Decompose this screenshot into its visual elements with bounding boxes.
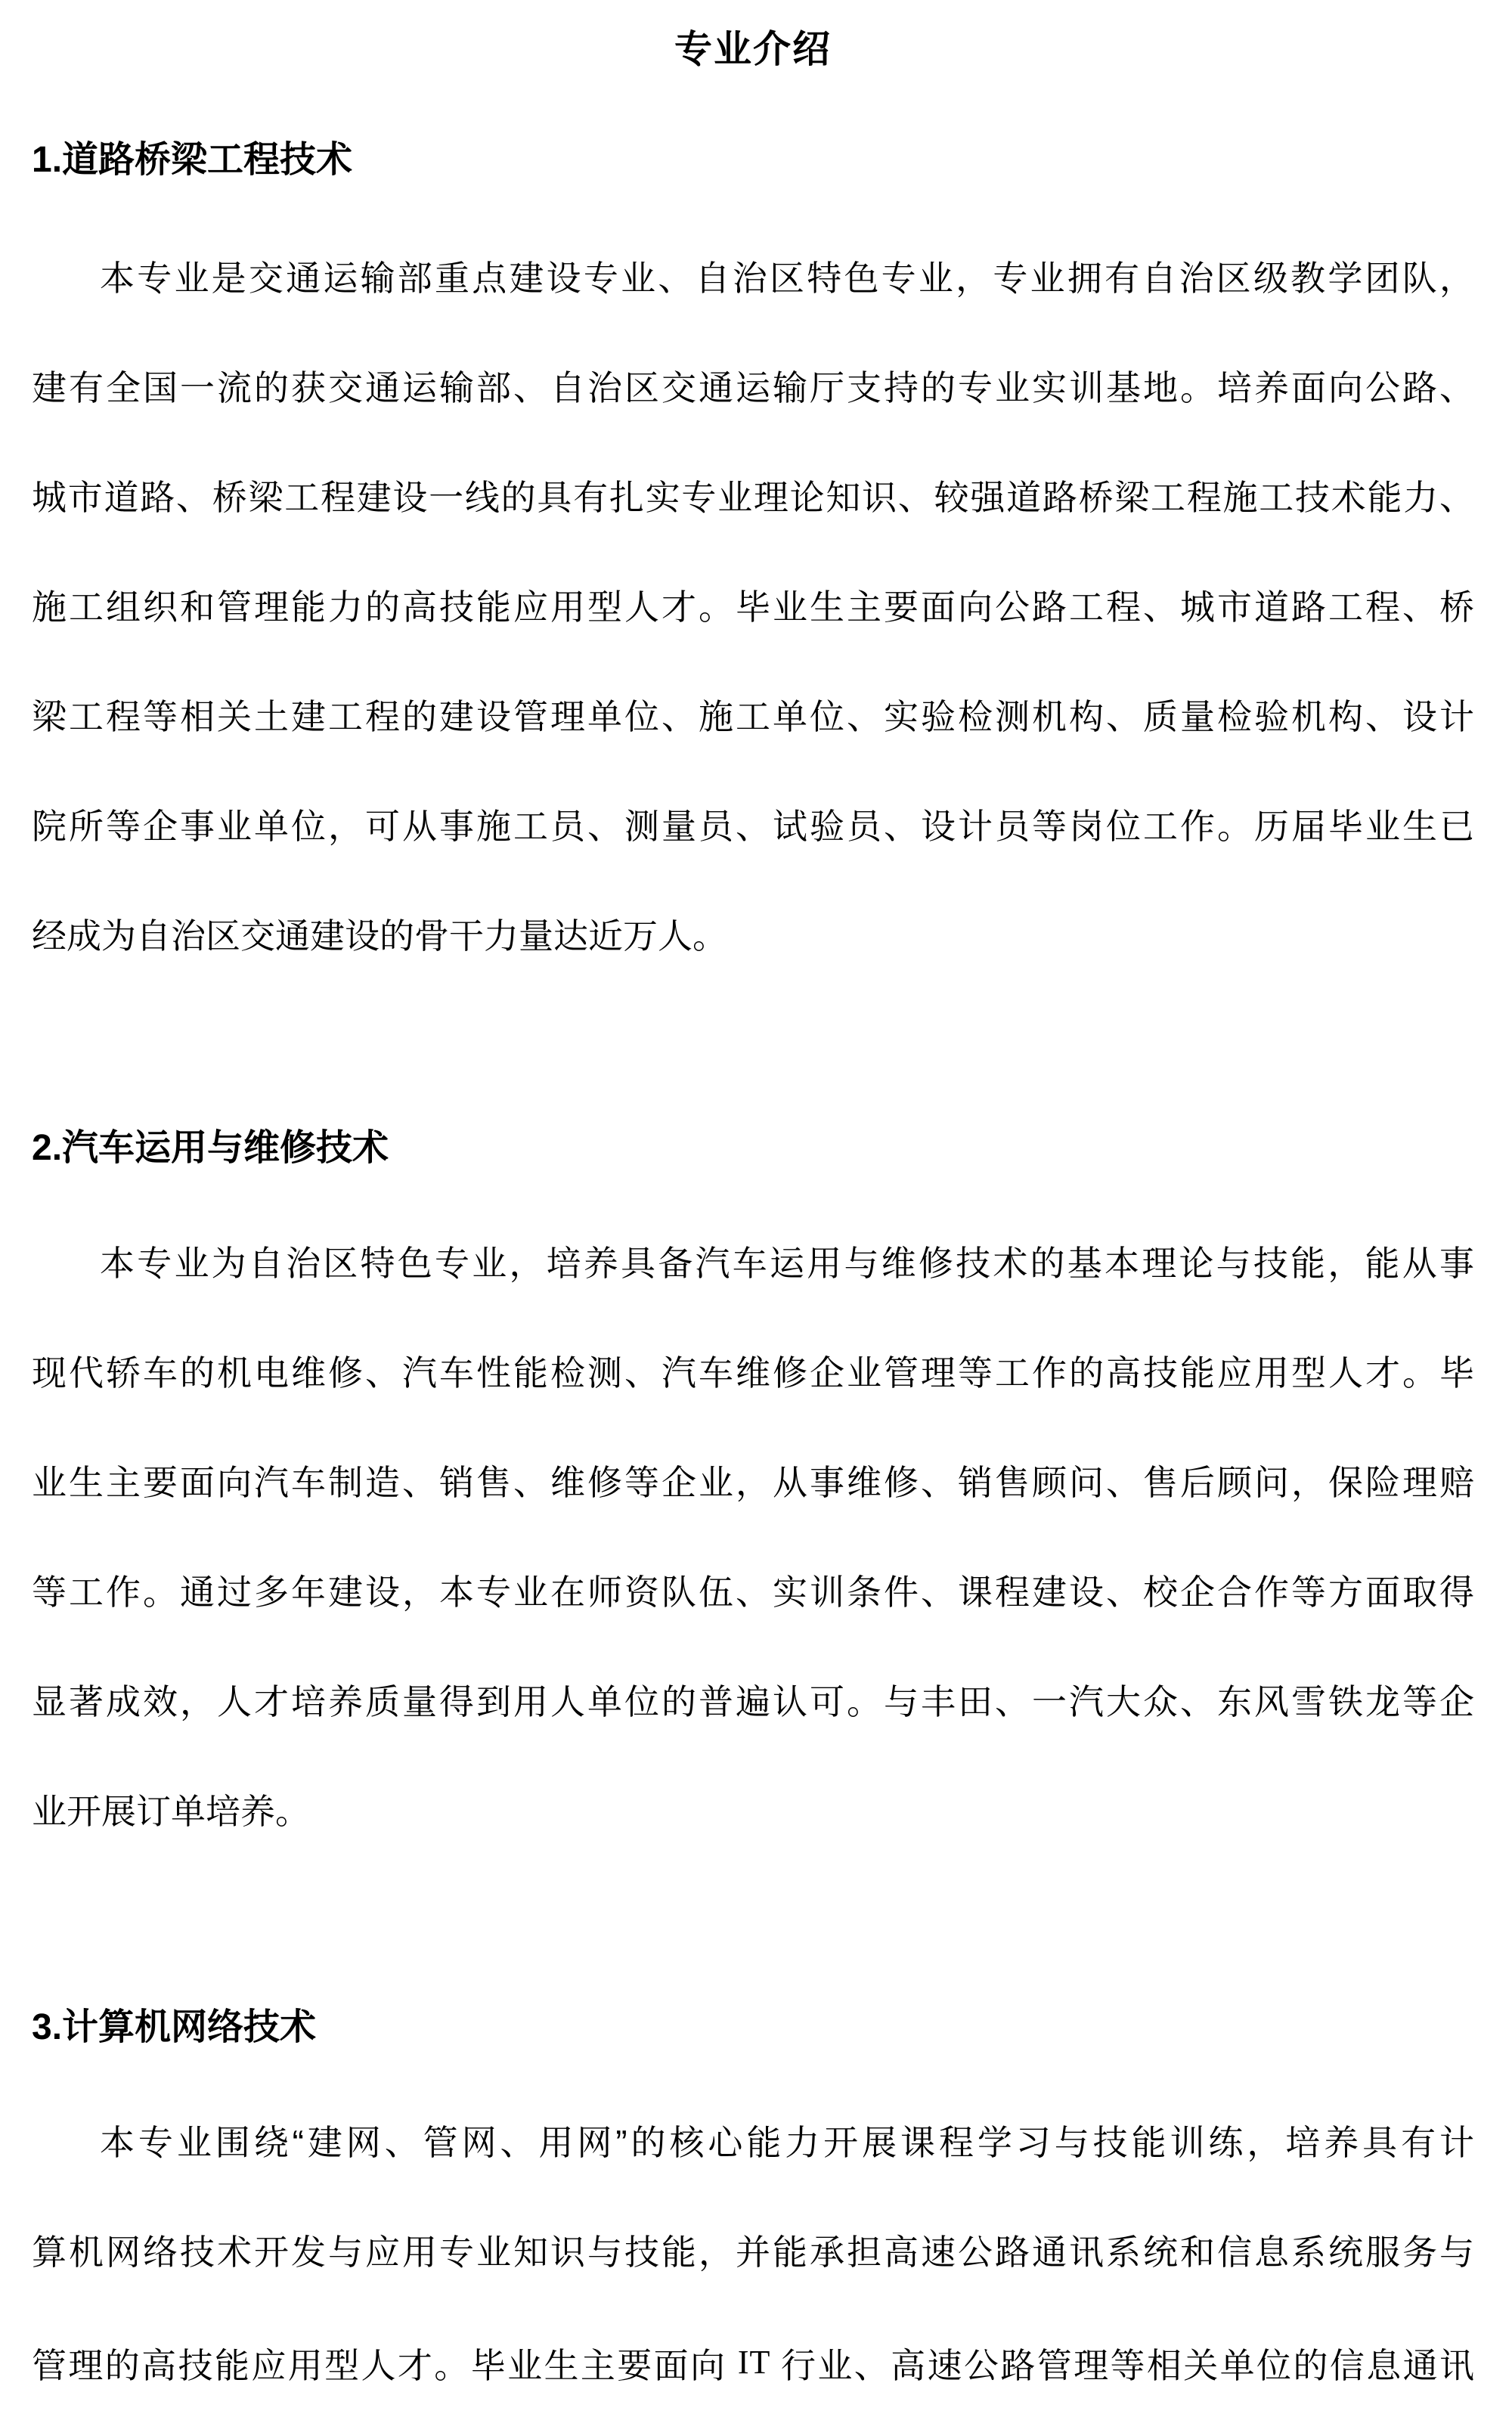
section-auto-maintenance [32, 1126, 1474, 1867]
text-line: 业生主要面向汽车制造、销售、维修等企业，从事维修、销售顾问、售后顾问，保险理赔 [32, 1463, 1474, 1502]
section-3-heading: 3.计算机网络技术 [32, 2007, 317, 2047]
text-line: 本专业为自治区特色专业，培养具备汽车运用与维修技术的基本理论与技能，能从事 [100, 1244, 1474, 1283]
page-title: 专业介绍 [674, 28, 832, 70]
text-line: 算机网络技术开发与应用专业知识与技能，并能承担高速公路通讯系统和信息系统服务与 [32, 2233, 1474, 2272]
section-2-heading: 2.汽车运用与维修技术 [32, 1128, 389, 1168]
text-line: 梁工程等相关土建工程的建设管理单位、施工单位、实验检测机构、质量检验机构、设计 [32, 697, 1474, 736]
text-line: 等工作。通过多年建设，本专业在师资队伍、实训条件、课程建设、校企合作等方面取得 [32, 1573, 1474, 1612]
text-line: 本专业围绕“建网、管网、用网”的核心能力开展课程学习与技能训练，培养具有计 [100, 2123, 1474, 2162]
text-segment: 管理的高技能应用型人才。毕业生主要面向 [32, 2346, 727, 2386]
text-line: 经成为自治区交通建设的骨干力量达近万人。 [32, 916, 727, 956]
text-line [32, 2307, 1474, 2417]
text-line: 现代轿车的机电维修、汽车性能检测、汽车维修企业管理等工作的高技能应用型人才。毕 [32, 1353, 1474, 1393]
text-line: 显著成效，人才培养质量得到用人单位的普遍认可。与丰田、一汽大众、东风雪铁龙等企 [32, 1682, 1474, 1721]
section-computer-network [32, 2005, 1474, 2417]
text-line: 城市道路、桥梁工程建设一线的具有扎实专业理论知识、较强道路桥梁工程施工技术能力、 [32, 478, 1474, 517]
text-line: 施工组织和管理能力的高技能应用型人才。毕业生主要面向公路工程、城市道路工程、桥 [32, 587, 1474, 627]
text-segment: 行业、高速公路管理等相关单位的信息通讯 [780, 2346, 1474, 2386]
text-line: 业开展订单培养。 [32, 1792, 310, 1831]
text-line: 建有全国一流的获交通运输部、自治区交通运输厅支持的专业实训基地。培养面向公路、 [32, 368, 1474, 407]
section-3-paragraph [32, 2088, 1474, 2417]
section-1-heading: 1.道路桥梁工程技术 [32, 140, 353, 180]
section-1-paragraph [32, 224, 1474, 991]
section-road-bridge-engineering [32, 138, 1474, 991]
latin-text-IT: IT [727, 2344, 781, 2381]
text-line: 本专业是交通运输部重点建设专业、自治区特色专业，专业拥有自治区级教学团队， [100, 259, 1474, 298]
text-line: 院所等企事业单位，可从事施工员、测量员、试验员、设计员等岗位工作。历届毕业生已 [32, 807, 1474, 846]
section-2-paragraph [32, 1209, 1474, 1867]
